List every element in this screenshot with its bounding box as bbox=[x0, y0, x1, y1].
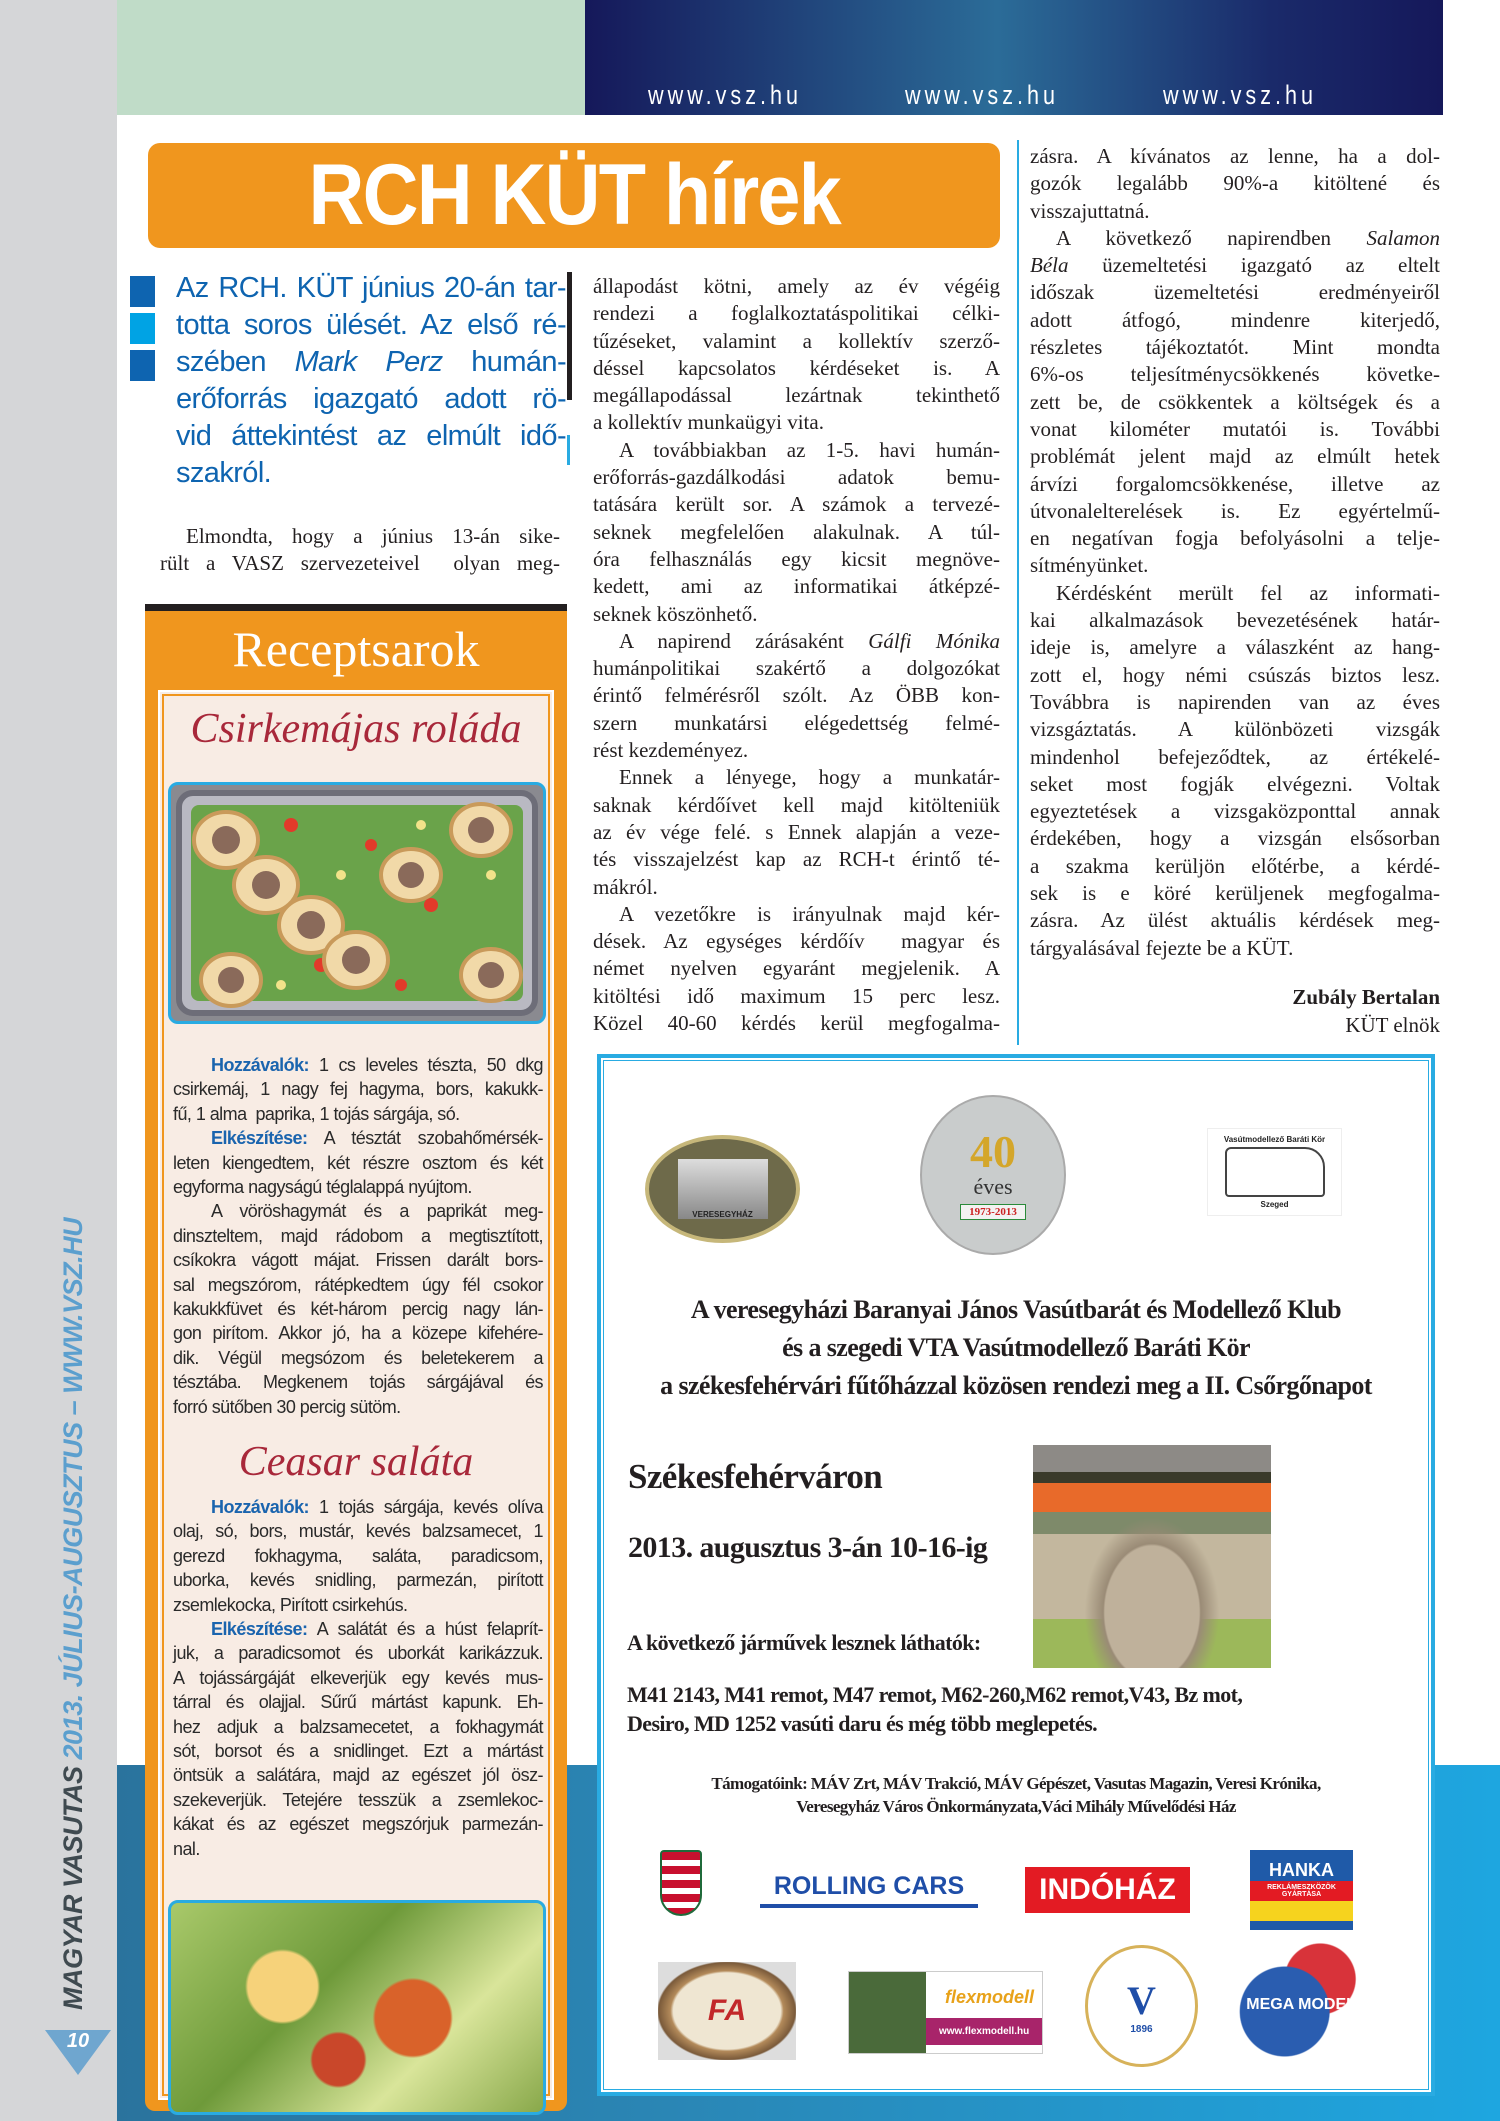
recipe-top-rule bbox=[145, 604, 567, 611]
column-divider bbox=[567, 435, 570, 465]
text-line: megállapodással lezártnak tekinthető bbox=[593, 383, 1000, 408]
lead-square-decor bbox=[130, 313, 155, 344]
text-line: szekeverjük. Tetejére tesszük a zsemlekoc- bbox=[173, 1789, 543, 1810]
hanka-logo-text: HANKA bbox=[1269, 1859, 1334, 1880]
text-line: öntsük a salátára, majd az egészet jól ösz- bbox=[173, 1765, 543, 1786]
text-line: csíkokra vágott májat. Frissen darált bors- bbox=[173, 1250, 543, 1271]
text-line: Az RCH. KÜT június 20-án tar- bbox=[176, 272, 566, 304]
text-segment: A napirend zárásaként bbox=[619, 628, 869, 653]
text-line: totta soros ülését. Az első ré- bbox=[176, 309, 566, 341]
text-line: visszajuttatná. bbox=[1030, 198, 1150, 223]
rolling-cars-logo[interactable]: ROLLING CARS bbox=[760, 1868, 978, 1908]
text-line: déssel kapcsolatos kérdéseket is. A bbox=[593, 355, 1000, 380]
text-line: 6%-os teljesítménycsökkenés követke- bbox=[1030, 362, 1440, 387]
text-line: hez adjuk a balzsamecetet, a fokhagymát bbox=[173, 1716, 543, 1737]
fa-muvek-logo[interactable]: FA bbox=[658, 1962, 796, 2060]
text-line: rést kezdeményez. bbox=[593, 738, 749, 763]
text-line bbox=[173, 1495, 543, 1519]
page-number: 10 bbox=[66, 2030, 90, 2052]
text-line: ideje is, amelyre a válaszként az hang- bbox=[1030, 635, 1440, 660]
text-line bbox=[173, 1053, 543, 1077]
mega-modell-logo-text: MEGA MODELL bbox=[1246, 1996, 1366, 2013]
lead-square-decor bbox=[130, 350, 155, 381]
text-line: dinszteltem, majd rádobom a megtisztított, bbox=[173, 1225, 543, 1246]
text-line: dik. Végül megsózom és beletekerem a bbox=[173, 1347, 543, 1368]
vta-logo-text: Vasútmodellező Baráti Kör bbox=[1223, 1135, 1326, 1144]
text-line: zott el, hogy némi csúszás biztos lesz. bbox=[1030, 662, 1440, 687]
recipe-label: Hozzávalók: bbox=[211, 1497, 309, 1517]
article-title: RCH KÜT hírek bbox=[308, 147, 840, 243]
vta-logo-city: Szeged bbox=[1260, 1200, 1289, 1209]
text-line: Ennek a lényege, hogy a munkatár- bbox=[619, 765, 1000, 790]
text-line: tésztába. Megkenem tojás sárgájával és bbox=[173, 1372, 543, 1393]
flexmodell-logo[interactable] bbox=[848, 1971, 1043, 2054]
text-segment: 1 tojás sárgája, kevés olíva bbox=[308, 1497, 543, 1517]
hanka-logo-subtext: REKLÁMESZKÖZÖK GYÁRTÁSA bbox=[1250, 1881, 1353, 1901]
flexmodell-logo-text: flexmodell bbox=[944, 1986, 1034, 2007]
text-segment: A következő napirendben bbox=[1056, 225, 1367, 250]
locomotive-icon bbox=[1225, 1147, 1325, 1197]
event-place: Székesfehérváron bbox=[628, 1457, 883, 1496]
text-line: mákról. bbox=[593, 874, 658, 899]
text-line: Kérdésként merült fel az informati- bbox=[1056, 580, 1440, 605]
text-line: adott átfogó, mindenre kiterjedő, bbox=[1030, 307, 1440, 332]
header-url[interactable]: www.vsz.hu bbox=[905, 80, 1060, 110]
recipe-title: Ceasar saláta bbox=[238, 1439, 474, 1485]
text-line: leten kiengedtem, két részre osztom és két bbox=[173, 1152, 543, 1173]
text-line: egyforma nagyságú téglalappá nyújtom. bbox=[173, 1177, 472, 1198]
text-line: en negatívan fogja befolyásolni a telje- bbox=[1030, 526, 1440, 551]
author-name: Zubály Bertalan bbox=[1292, 985, 1440, 1009]
text-segment: 1 cs leveles tészta, 50 dkg bbox=[308, 1055, 543, 1075]
hanka-media-logo[interactable] bbox=[1250, 1850, 1353, 1930]
emphasized-name: Gálfi Mónika bbox=[868, 628, 1000, 653]
side-issue-text bbox=[58, 1218, 89, 2010]
text-line: gon pirítom. Akkor jó, ha a közepe kifehére- bbox=[173, 1323, 543, 1344]
text-line: kitöltési idő maximum 15 perc lesz. bbox=[593, 983, 1000, 1008]
text-line: óra felhasználás egy kicsit megnöve- bbox=[593, 546, 1000, 571]
text-line: gozók legalább 90%-a kitöltené és bbox=[1030, 171, 1440, 196]
recipe-text bbox=[173, 1053, 543, 1419]
text-line: a szakma kerüljön előtérbe, a kérdé- bbox=[1030, 853, 1440, 878]
text-line: nal. bbox=[173, 1838, 200, 1859]
text-line: zsemlekocka, Pirított csirkehús. bbox=[173, 1594, 408, 1615]
text-line: kedett, ami az informatikai átképzé- bbox=[593, 574, 1000, 599]
text-line: kai alkalmazások bevezetésének határ- bbox=[1030, 608, 1440, 633]
article-title-box bbox=[148, 143, 1000, 248]
anniversary-logo bbox=[920, 1095, 1066, 1255]
text-line: mindenhol befejeződtek, az értékelé- bbox=[1030, 744, 1440, 769]
text-line: kákat és az egészet megszórjuk parmezán- bbox=[173, 1814, 543, 1835]
sponsors: Támogatóink: MÁV Zrt, MÁV Trakció, MÁV Gépészet, Vasutas Magazin, Veresi Krónika, bbox=[711, 1774, 1321, 1793]
anniversary-word: éves bbox=[973, 1174, 1013, 1199]
text-line: problémát jelent majd az elmúlt hetek bbox=[1030, 444, 1440, 469]
vehicles-list: M41 2143, M41 remot, M47 remot, M62-260,M62 remot,V43, Bz mot, bbox=[627, 1682, 1243, 1707]
vta-logo bbox=[1207, 1128, 1342, 1216]
text-line: német nyelven egyaránt megjelenik. A bbox=[593, 956, 1000, 981]
model-railway-photo bbox=[1033, 1445, 1271, 1668]
header-blue-banner bbox=[585, 0, 1443, 115]
column-divider bbox=[567, 272, 572, 400]
text-line: seknek megfelelően alakulnak. A túl- bbox=[593, 519, 1000, 544]
mega-modell-logo[interactable] bbox=[1235, 1940, 1377, 2070]
text-line: érintő felmérésről szólt. Az ÖBB kon- bbox=[593, 683, 1000, 708]
recipe-section-title: Receptsarok bbox=[232, 620, 480, 677]
text-segment: üzemeltetési igazgató az eltelt bbox=[1068, 253, 1440, 278]
text-line: olaj, só, bors, mustár, kevés balzsamecet, 1 bbox=[173, 1521, 543, 1542]
article-column-2 bbox=[593, 273, 1000, 1037]
header-green-block bbox=[117, 0, 585, 115]
text-segment: A tésztát szobahőmérsék- bbox=[307, 1128, 543, 1149]
text-line: szern munkatársi elégedettség felmé- bbox=[593, 710, 1000, 735]
text-line: gerezd fokhagyma, saláta, paradicsom, bbox=[173, 1545, 543, 1566]
lead-square-decor bbox=[130, 276, 155, 307]
text-line: juk, a paradicsomot és uborkát karikázzuk. bbox=[173, 1643, 543, 1664]
text-line: Továbbra is napirenden van az éves bbox=[1030, 689, 1440, 714]
text-segment: A salátát és a húst felaprít- bbox=[307, 1619, 543, 1640]
text-line: humánpolitikai szakértő a dolgozókat bbox=[593, 656, 1000, 681]
text-line bbox=[173, 1126, 543, 1150]
recipe-label: Hozzávalók: bbox=[211, 1055, 309, 1075]
article-lead bbox=[176, 270, 566, 492]
event-date: 2013. augusztus 3-án 10-16-ig bbox=[628, 1531, 988, 1564]
text-line: állapodást kötni, amely az év végéig bbox=[593, 274, 1000, 298]
roulade-illustration bbox=[171, 785, 543, 1021]
text-line: sek is e köré kerüljenek megfogalma- bbox=[1030, 881, 1440, 906]
text-line: zásra. A kívánatos az lenne, ha a dol- bbox=[1030, 144, 1440, 168]
ad-headline: a székesfehérvári fűtőházzal közösen rendezi meg a II. Csőrgőnapot bbox=[660, 1371, 1372, 1400]
text-line: A tojássárgáját elkeverjük egy kevés mus- bbox=[173, 1667, 543, 1688]
text-line: tárgyalásával fejezte be a KÜT. bbox=[1030, 935, 1294, 960]
recipe-label: Elkészítése: bbox=[211, 1128, 308, 1149]
text-line bbox=[1030, 225, 1440, 252]
recipe-text bbox=[173, 1495, 543, 1861]
text-line: sal megszórom, rátépkedtem úgy fél csokor bbox=[173, 1274, 543, 1295]
ad-headline: és a szegedi VTA Vasútmodellező Baráti Kör bbox=[782, 1333, 1250, 1362]
header-url[interactable]: www.vsz.hu bbox=[648, 80, 803, 110]
text-line: időszak üzemeltetési eredményeiről bbox=[1030, 280, 1440, 305]
text-line: az év vége felé. s Ennek alapján a veze- bbox=[593, 819, 1000, 844]
text-line: sítményünket. bbox=[1030, 553, 1149, 578]
anniversary-years: 1973-2013 bbox=[960, 1204, 1026, 1220]
text-line: rült a VASZ szervezeteivel olyan meg- bbox=[160, 551, 560, 576]
text-line bbox=[173, 1617, 543, 1641]
text-line: vid áttekintést az elmúlt idő- bbox=[176, 420, 566, 452]
text-line: a kollektív munkaügyi vita. bbox=[593, 410, 824, 435]
club-logo bbox=[645, 1135, 800, 1243]
text-line: tatására került sor. A számok a tervezé- bbox=[593, 492, 1000, 517]
emphasized-name: Salamon bbox=[1366, 225, 1440, 250]
indohaz-logo[interactable]: INDÓHÁZ bbox=[1025, 1867, 1190, 1913]
ad-headline: A veresegyházi Baranyai János Vasútbarát és Modellező Klub bbox=[690, 1295, 1342, 1324]
text-line bbox=[593, 628, 1000, 655]
salad-photo bbox=[168, 1900, 546, 2115]
text-line: zett be, de csökkentek a költségek és a bbox=[1030, 389, 1440, 414]
text-line bbox=[176, 344, 566, 381]
recipe-title: Csirkemájas roláda bbox=[190, 706, 522, 752]
roulade-photo bbox=[168, 782, 546, 1024]
text-line: tés visszajelzést kap az RCH-t érintő té- bbox=[593, 847, 1000, 872]
text-line: erőforrás igazgató adott rö- bbox=[176, 383, 566, 415]
text-line: erőforrás-gazdálkodási adatok bemu- bbox=[593, 465, 1000, 490]
veresegyhaz-crest-logo bbox=[660, 1850, 702, 1916]
emphasized-name: Béla bbox=[1030, 253, 1069, 278]
text-line: vonat kilométer mutatói is. További bbox=[1030, 416, 1440, 441]
text-line: tárral és olajjal. Sűrű mártást kapunk. Eh- bbox=[173, 1692, 543, 1713]
text-line: Közel 40-60 kérdés kerül megfogalma- bbox=[593, 1011, 1000, 1036]
vehicles-list: Desiro, MD 1252 vasúti daru és még több meglepetés. bbox=[627, 1711, 1098, 1736]
text-line: sót, borsot és a snidlinget. Ezt a mártást bbox=[173, 1741, 543, 1762]
text-line: Elmondta, hogy a június 13-án sike- bbox=[186, 524, 560, 548]
text-line: rendezi a foglalkoztatáspolitikai célki- bbox=[593, 301, 1000, 326]
article-column-1 bbox=[160, 523, 560, 578]
emphasized-name: Mark Perz bbox=[294, 346, 443, 378]
vsz-year: 1896 bbox=[1130, 2024, 1153, 2035]
vehicles-label: A következő járművek lesznek láthatók: bbox=[627, 1630, 981, 1655]
text-line: útvonalelterelések is. Ez egyértelmű- bbox=[1030, 498, 1440, 523]
text-line: forró sütőben 30 percig sütöm. bbox=[173, 1396, 401, 1417]
flexmodell-logo-url: www.flexmodell.hu bbox=[926, 2018, 1042, 2045]
text-line: szakról. bbox=[176, 457, 272, 489]
text-line: dések. Az egységes kérdőív magyar és bbox=[593, 929, 1000, 954]
text-line bbox=[1030, 252, 1440, 279]
text-line: kakukkfüvet és két-három percig nagy lán- bbox=[173, 1299, 543, 1320]
magazine-name: MAGYAR VASUTAS bbox=[58, 1759, 88, 2010]
text-line: A továbbiakban az 1-5. havi humán- bbox=[619, 437, 1000, 462]
column-divider bbox=[1017, 140, 1019, 1045]
text-line: zásra. Az ülést aktuális kérdések meg- bbox=[1030, 908, 1440, 933]
text-line: árvízi forgalomcsökkenése, illetve az bbox=[1030, 471, 1440, 496]
text-line: seknek köszönhető. bbox=[593, 601, 758, 626]
club-logo-photo: VERESEGYHÁZ bbox=[678, 1159, 768, 1219]
sponsors: Veresegyház Város Önkormányzata,Váci Mihály Művelődési Ház bbox=[796, 1797, 1236, 1816]
issue-date: 2013. JÚLIUS-AUGUSZTUS – WWW.VSZ.HU bbox=[58, 1217, 88, 1760]
text-line: csirkemáj, 1 nagy fej hagyma, bors, kakukk- bbox=[173, 1079, 543, 1100]
article-column-3 bbox=[1030, 143, 1440, 962]
anniversary-number: 40 bbox=[970, 1126, 1016, 1177]
text-segment: szében bbox=[176, 346, 295, 378]
text-line: tűzéseket, valamint a kollektív szerző- bbox=[593, 328, 1000, 353]
header-url[interactable]: www.vsz.hu bbox=[1163, 80, 1318, 110]
text-line: saknak kérdőívet kell majd kitölteniük bbox=[593, 792, 1000, 817]
text-line: egyeztetések a vizsgaközponttal annak bbox=[1030, 799, 1440, 824]
text-line: vizsgáztatás. A különbözeti vizsgák bbox=[1030, 717, 1440, 742]
text-line: A vezetőkre is irányulnak majd kér- bbox=[619, 901, 1000, 926]
vasutasok-szakszervezete-logo[interactable]: V 1896 bbox=[1085, 1945, 1198, 2067]
text-line: uborka, kevés snidling, parmezán, pirított bbox=[173, 1570, 543, 1591]
author-role: KÜT elnök bbox=[1345, 1013, 1440, 1037]
text-segment: humán- bbox=[442, 346, 566, 378]
text-line: seket most fogják elvégezni. Voltak bbox=[1030, 771, 1440, 796]
text-line: A vöröshagymát és a paprikát meg- bbox=[211, 1201, 543, 1222]
text-line: részletes tájékoztatót. Mint mondta bbox=[1030, 335, 1440, 360]
text-line: érdekében, hogy a vizsgán elsősorban bbox=[1030, 826, 1440, 851]
recipe-label: Elkészítése: bbox=[211, 1619, 308, 1640]
text-line: fű, 1 alma paprika, 1 tojás sárgája, só. bbox=[173, 1103, 460, 1124]
